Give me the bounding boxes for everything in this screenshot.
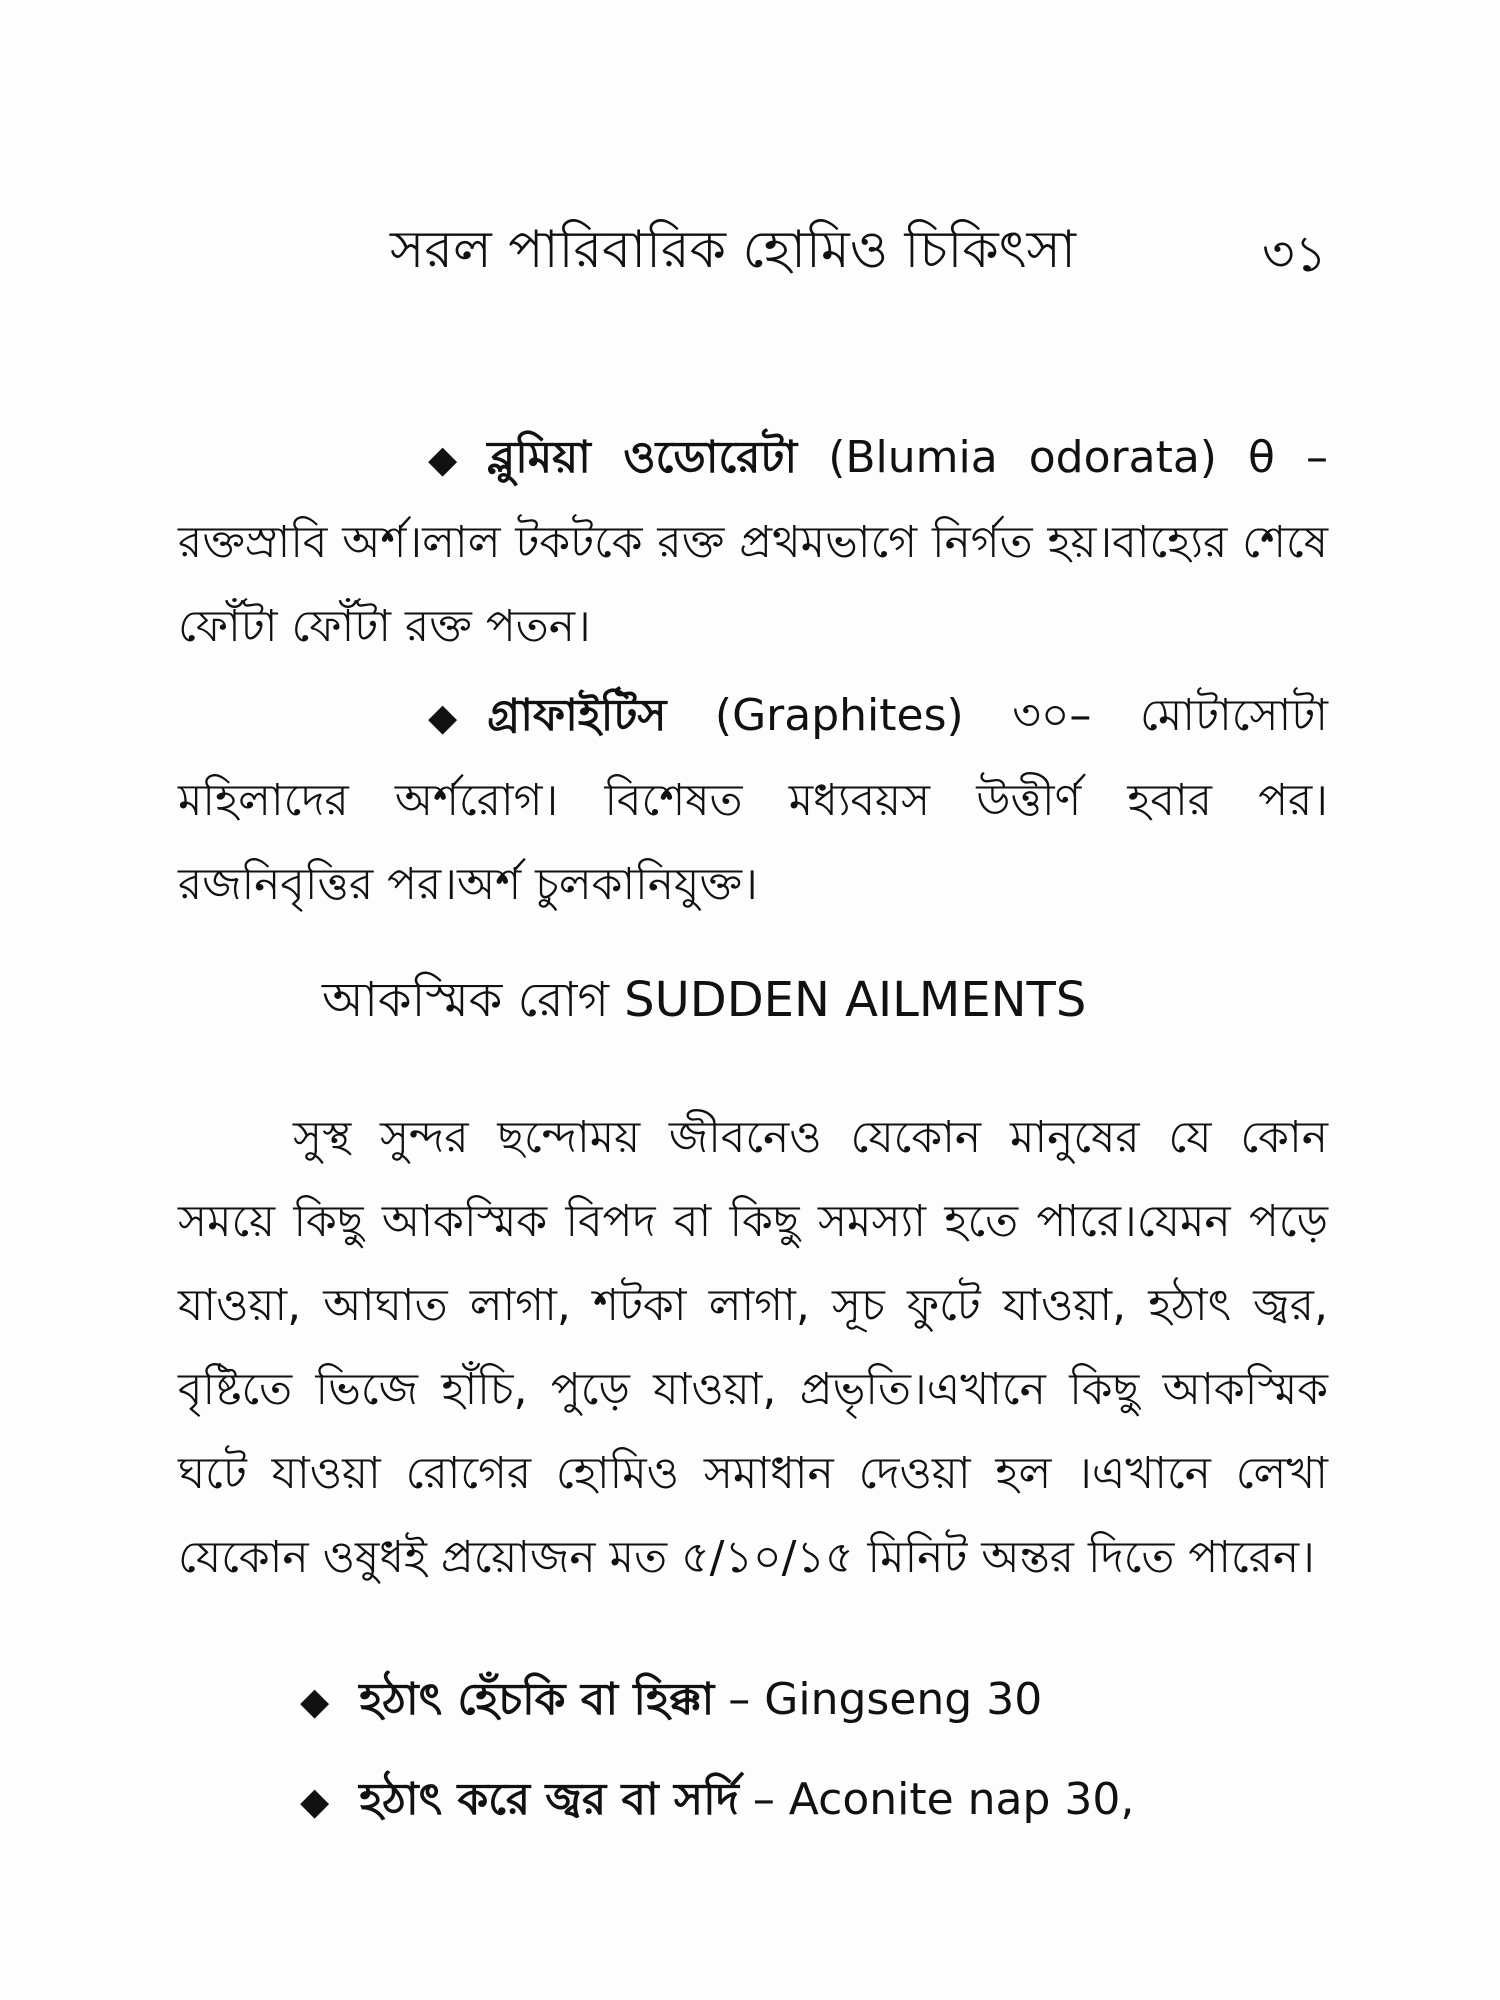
section-intro-paragraph: সুস্থ সুন্দর ছন্দোময় জীবনেও যেকোন মানুষের যে কোন সময়ে কিছু আকস্মিক বিপদ বা কিছু সমস্যা হতে পারে।যেমন পড়ে যাওয়া, আঘাত লাগা, শটকা লাগা, সূচ ফুটে যাওয়া, হঠাৎ জ্বর, বৃষ্টিতে ভিজে হাঁচি, পুড়ে যাওয়া, প্রভৃতি।এখানে কিছু আকস্মিক ঘটে যাওয়া রোগের হোমিও সমাধান দেওয়া হল ।এখানে লেখা যেকোন ওষুধই প্রয়োজন মত ৫/১০/১৫ মিনিট অন্তর দিতে পারেন। bbox=[178, 1112, 1328, 1583]
remedy-name: গ্রাফাইটিস bbox=[487, 690, 667, 741]
ailment-medicine: – Aconite nap 30, bbox=[752, 1774, 1135, 1825]
remedy-entry bbox=[178, 674, 1328, 927]
remedy-latin-name: (Graphites) ৩০– bbox=[714, 690, 1092, 741]
diamond-bullet-icon: ◆ bbox=[300, 1679, 330, 1723]
page-number: ৩১ bbox=[1262, 225, 1327, 283]
running-head-title: সরল পারিবারিক হোমিও চিকিৎসা bbox=[390, 220, 1076, 280]
section-heading: আকস্মিক রোগ SUDDEN AILMENTS bbox=[322, 972, 1087, 1028]
remedy-entry bbox=[178, 416, 1328, 669]
remedy-latin-name: (Blumia odorata) θ – bbox=[828, 432, 1328, 483]
ailment-condition: হঠাৎ করে জ্বর বা সর্দি bbox=[359, 1774, 739, 1825]
remedy-description: মোটাসোটা মহিলাদের অর্শরোগ। বিশেষত মধ্যবয়স উত্তীর্ণ হবার পর। রজনিবৃত্তির পর।অর্শ চুলকানিযুক্ত। bbox=[178, 690, 1328, 910]
sudden-ailment-item bbox=[300, 1658, 1330, 1743]
ailment-condition: হঠাৎ হেঁচকি বা হিক্কা bbox=[359, 1674, 715, 1725]
diamond-bullet-icon: ◆ bbox=[428, 695, 458, 739]
remedy-description: রক্তস্রাবি অর্শ।লাল টকটকে রক্ত প্রথমভাগে নির্গত হয়।বাহ্যের শেষে ফোঁটা ফোঁটা রক্ত পতন। bbox=[178, 517, 1328, 652]
diamond-bullet-icon: ◆ bbox=[300, 1779, 330, 1823]
ailment-medicine: – Gingseng 30 bbox=[728, 1674, 1043, 1725]
remedy-name: ব্লুমিয়া ওডোরেটা bbox=[487, 432, 798, 483]
sudden-ailment-item bbox=[300, 1758, 1330, 1843]
diamond-bullet-icon: ◆ bbox=[428, 437, 458, 481]
